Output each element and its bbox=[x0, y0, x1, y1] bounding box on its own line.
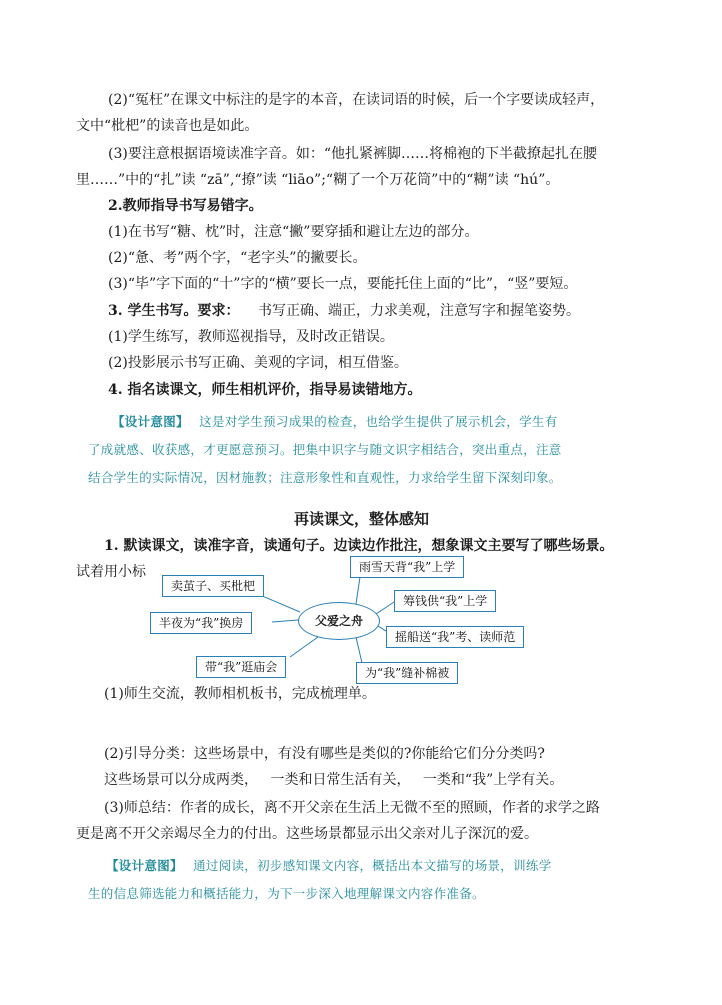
writing-tip-3: (3)“毕”字下面的“十”字的“横”要长一点，要能托住上面的“比”，“竖”要短。 bbox=[108, 276, 578, 292]
step-3-label: 3. 学生书写。要求： bbox=[108, 303, 240, 319]
task-1-line-2: 试着用小标 bbox=[76, 564, 146, 580]
note-line-2b: 文中“枇杷”的读音也是如此。 bbox=[76, 118, 259, 134]
activity-1: (1)师生交流，教师相机板书，完成梳理单。 bbox=[104, 686, 376, 702]
step-2-heading: 2.教师指导书写易错字。 bbox=[108, 198, 263, 214]
mindmap-node-yuxue: 雨雪天背“我”上学 bbox=[350, 556, 464, 578]
section-title: 再读课文，整体感知 bbox=[294, 510, 430, 528]
activity-3-line-1: (3)师总结：作者的成长，离不开父亲在生活上无微不至的照顾，作者的求学之路 bbox=[104, 800, 600, 816]
activity-2-answer-b: 一类和日常生活有关， bbox=[270, 772, 411, 788]
design-intent-1-line-2: 了成就感、收获感，才更愿意预习。把集中识字与随文识字相结合，突出重点，注意 bbox=[88, 442, 562, 457]
mindmap-node-miaohui: 带“我”逛庙会 bbox=[196, 656, 286, 678]
mindmap-center: 父爱之舟 bbox=[298, 602, 380, 640]
design-intent-tag: 【设计意图】 bbox=[112, 414, 189, 429]
mindmap-node-banye: 半夜为“我”换房 bbox=[150, 612, 252, 634]
design-intent-2-tag: 【设计意图】 bbox=[106, 858, 183, 873]
task-1-instruction: 1. 默读课文，读准字音，读通句子。边读边作批注，想象课文主要写了哪些场景。 bbox=[104, 538, 614, 554]
design-intent-2-line-1 bbox=[106, 856, 552, 876]
writing-tip-2: (2)“惫、考”两个字，“老字头”的撇要长。 bbox=[108, 250, 367, 266]
step-4-heading: 4. 指名读课文，师生相机评价，指导易读错地方。 bbox=[108, 382, 422, 398]
activity-2-answer bbox=[104, 770, 563, 790]
step-3-requirement: 书写正确、端正，力求美观，注意写字和握笔姿势。 bbox=[257, 303, 580, 319]
note-line-3a: (3)要注意根据语境读准字音。如：“他扎紧裤脚……将棉袍的下半截撩起扎在腰 bbox=[108, 146, 597, 162]
activity-2-answer-a: 这些场景可以分成两类， bbox=[104, 772, 258, 788]
design-intent-2-line-2: 生的信息筛选能力和概括能力，为下一步深入地理解课文内容作准备。 bbox=[88, 886, 485, 901]
mindmap-node-yaochuan: 摇船送“我”考、读师范 bbox=[386, 626, 524, 648]
practice-2: (2)投影展示书写正确、美观的字词，相互借鉴。 bbox=[108, 355, 408, 371]
design-intent-text: 这是对学生预习成果的检查，也给学生提供了展示机会，学生有 bbox=[199, 414, 558, 429]
design-intent-1-line-3: 结合学生的实际情况，因材施教；注意形象性和直观性，力求给学生留下深刻印象。 bbox=[88, 470, 562, 485]
mindmap-node-maicanzi: 卖茧子、买枇杷 bbox=[162, 575, 264, 597]
practice-1: (1)学生练写，教师巡视指导，及时改正错误。 bbox=[108, 329, 394, 345]
mindmap-node-mianbei: 为“我”缝补棉被 bbox=[356, 662, 458, 684]
activity-3-line-2: 更是离不开父亲竭尽全力的付出。这些场景都显示出父亲对儿子深沉的爱。 bbox=[76, 826, 538, 842]
note-line-2a: (2)“冤枉”在课文中标注的是字的本音，在读词语的时候，后一个字要读成轻声， bbox=[108, 92, 605, 108]
activity-2-answer-c: 一类和“我”上学有关。 bbox=[422, 772, 564, 788]
activity-2: (2)引导分类：这些场景中，有没有哪些是类似的?你能给它们分分类吗? bbox=[104, 746, 545, 762]
note-line-3b: 里……”中的“扎”读 “zā”,“撩”读 “liāo”;“糊了一个万花筒”中的“糊”读 “hú”。 bbox=[76, 172, 560, 188]
mindmap-node-chouqian: 筹钱供“我”上学 bbox=[394, 590, 496, 612]
design-intent-2-text: 通过阅读，初步感知课文内容，概括出本文描写的场景，训练学 bbox=[193, 858, 552, 873]
writing-tip-1: (1)在书写“糖、枕”时，注意“撇”要穿插和避让左边的部分。 bbox=[108, 224, 479, 240]
